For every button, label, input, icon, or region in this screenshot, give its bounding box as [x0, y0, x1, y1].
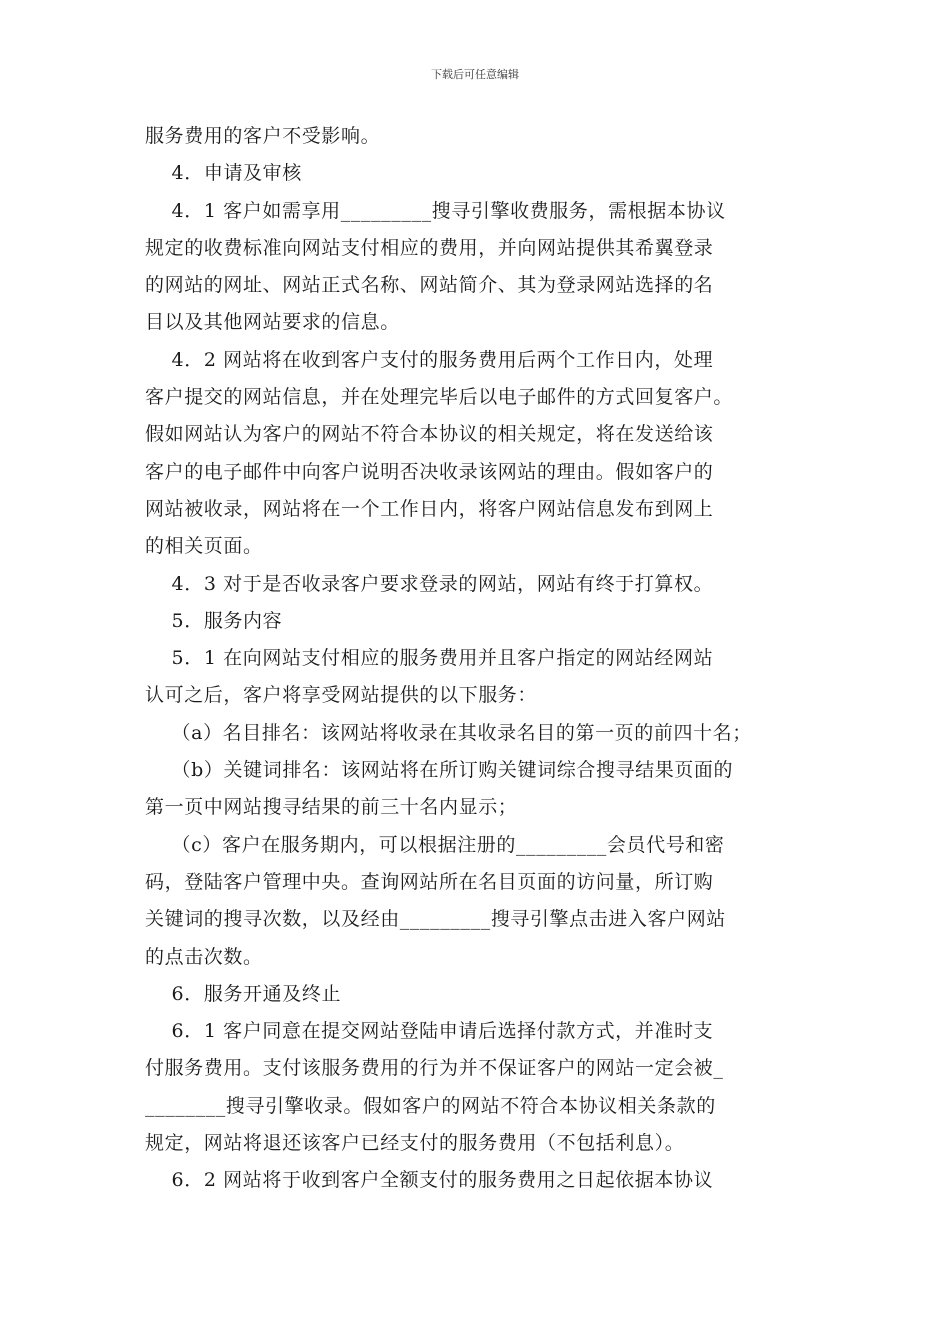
text-line: 4．3 对于是否收录客户要求登录的网站，网站有终于打算权。	[145, 572, 714, 595]
text-line: 认可之后，客户将享受网站提供的以下服务：	[145, 684, 538, 707]
text-line: 的相关页面。	[145, 535, 263, 558]
text-line: 关键词的搜寻次数，以及经由_________搜寻引擎点击进入客户网站	[145, 908, 726, 931]
text-line: 网站被收录，网站将在一个工作日内，将客户网站信息发布到网上	[145, 497, 714, 520]
text-line: （b）关键词排名：该网站将在所订购关键词综合搜寻结果页面的	[145, 759, 734, 782]
text-line: 第一页中网站搜寻结果的前三十名内显示；	[145, 796, 518, 819]
text-line: 6．1 客户同意在提交网站登陆申请后选择付款方式，并准时支	[145, 1020, 714, 1043]
text-line: 4．申请及审核	[145, 162, 302, 185]
text-line: 服务费用的客户不受影响。	[145, 125, 381, 147]
text-line: 的点击次数。	[145, 945, 263, 968]
text-line: 6．服务开通及终止	[145, 982, 342, 1005]
page-header: 下载后可任意编辑	[431, 68, 519, 81]
text-line: （c）客户在服务期内，可以根据注册的_________会员代号和密	[145, 833, 725, 856]
text-line: 6．2 网站将于收到客户全额支付的服务费用之日起依据本协议	[145, 1169, 714, 1192]
text-line: 目以及其他网站要求的信息。	[145, 311, 400, 334]
text-line: 付服务费用。支付该服务费用的行为并不保证客户的网站一定会被_	[145, 1057, 724, 1080]
text-line: 5．服务内容	[145, 609, 283, 632]
text-line: 假如网站认为客户的网站不符合本协议的相关规定，将在发送给该	[145, 423, 714, 446]
text-line: （a）名目排名：该网站将收录在其收录名目的第一页的前四十名；	[145, 721, 752, 744]
text-line: 客户的电子邮件中向客户说明否决收录该网站的理由。假如客户的	[145, 460, 714, 483]
text-line: 客户提交的网站信息，并在处理完毕后以电子邮件的方式回复客户。	[145, 386, 734, 409]
text-line: 4．2 网站将在收到客户支付的服务费用后两个工作日内，处理	[145, 348, 714, 371]
text-line: 规定的收费标准向网站支付相应的费用，并向网站提供其希翼登录	[145, 236, 714, 259]
text-line: ________搜寻引擎收录。假如客户的网站不符合本协议相关条款的	[145, 1094, 716, 1117]
text-line: 5．1 在向网站支付相应的服务费用并且客户指定的网站经网站	[145, 647, 714, 670]
text-line: 4．1 客户如需享用_________搜寻引擎收费服务，需根据本协议	[145, 199, 726, 222]
text-line: 规定，网站将退还该客户已经支付的服务费用（不包括利息）。	[145, 1132, 685, 1155]
text-line: 码，登陆客户管理中央。查询网站所在名目页面的访问量，所订购	[145, 870, 714, 893]
text-line: 的网站的网址、网站正式名称、网站简介、其为登录网站选择的名	[145, 274, 714, 297]
document-body	[145, 118, 810, 1200]
